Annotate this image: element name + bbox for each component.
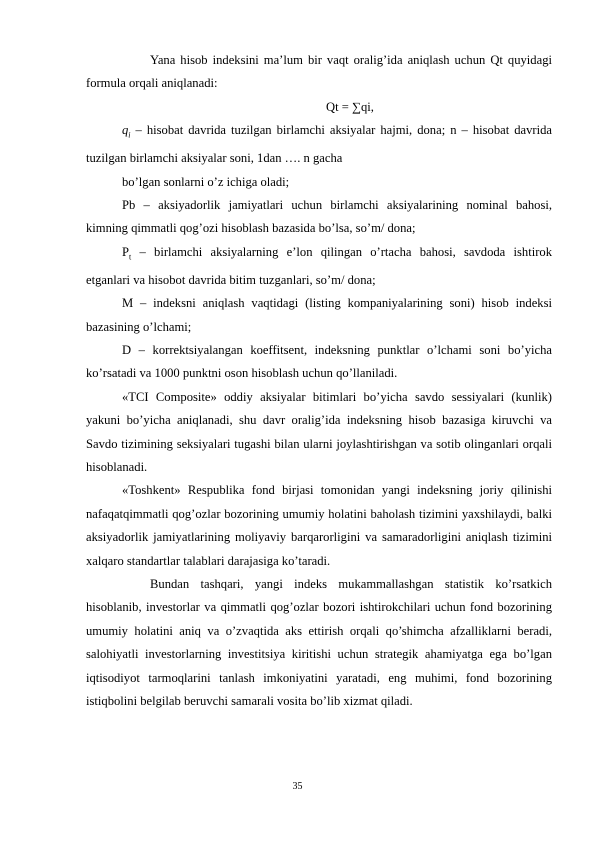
paragraph-index-benefits: Bundan tashqari, yangi indeks mukammallashgan statistik ko’rsatkich hisoblanib, investorlar va qimmatli qog’ozlar bozori ishtirokchilari uchun fond bozorining umumiy holatini aniq va o’zvaqtida aks ettirish orqali qo’shimcha afzalliklarni beradi, salohiyatli investorlarning investitsiya kiritishi uchun strategik ahamiyatga ega bo’lgan iqtisodiyot tarmoqlarini tanlash imkoniyatini yaratadi, eng muhimi, fond bozorining istiqbolini belgilab beruvchi samarali vosita bo’lib xizmat qiladi. bbox=[86, 576, 552, 708]
var-q: q bbox=[122, 123, 129, 138]
paragraph-toshkent-exchange: «Toshkent» Respublika fond birjasi tomonidan yangi indeksning joriy qilinishi nafaqatqimmatli qog’ozlar bozorining umumiy holatini baholash tizimini yaxshilaydi, balki aksiyadorlik jamiyatlarining moliyaviy barqarorligini va samaradorligini aniqlash tizimini xalqaro standartlar talablari darajasiga ko’taradi. bbox=[86, 483, 552, 568]
pt-definition-text: – birlamchi aksiyalarning e’lon qilingan o’rtacha bahosi, savdoda ishtirok etganlari va hisobot davrida bitim tuzganlari, so’m/ dona; bbox=[86, 244, 552, 287]
formula-qt: Qt = ∑qi, bbox=[326, 99, 374, 114]
paragraph-qi-definition bbox=[86, 119, 552, 170]
var-q-sub: i bbox=[128, 130, 131, 140]
page-number: 35 bbox=[292, 781, 303, 792]
paragraph-pt-definition bbox=[86, 241, 552, 292]
paragraph-tci-composite: «TCI Composite» oddiy aksiyalar bitimlari bo’yicha savdo sessiyalari (kunlik) yakuni bo’yicha aniqlanadi, shu davr oralig’ida indeksning hisob bazasiga kiruvchi va Savdo tizimining seksiyalari tugashi bilan ularni joylashtirishgan va sotib olinganlari orqali hisoblanadi. bbox=[86, 389, 552, 474]
paragraph-index-intro: Yana hisob indeksini ma’lum bir vaqt oralig’ida aniqlash uchun Qt quyidagi formula orqali aniqlanadi: bbox=[86, 53, 552, 91]
paragraph-d-definition: D – korrektsiyalangan koeffitsent, indeksning punktlar o’lchami soni bo’yicha ko’rsatadi va 1000 punktni oson hisoblash uchun qo’llaniladi. bbox=[86, 342, 552, 381]
paragraph-pb-definition: Pb – aksiyadorlik jamiyatlari uchun birlamchi aksiyalarining nominal bahosi, kimning qimmatli qog’ozi hisoblash bazasida bo’lsa, so’m/ dona; bbox=[86, 197, 552, 236]
paragraph-m-definition: M – indeksni aniqlash vaqtidagi (listing kompaniyalarining soni) hisob indeksi bazasining o’lchami; bbox=[86, 296, 552, 334]
document-page bbox=[86, 49, 552, 713]
qi-definition-text: – hisobat davrida tuzilgan birlamchi aksiyalar hajmi, dona; n – hisobat davrida tuzilgan birlamchi aksiyalar soni, 1dan …. n gacha bbox=[86, 123, 552, 166]
paragraph-n-range: bo’lgan sonlarni o’z ichiga oladi; bbox=[122, 174, 290, 189]
var-p: P bbox=[122, 244, 130, 259]
var-p-sub: t bbox=[129, 252, 132, 262]
